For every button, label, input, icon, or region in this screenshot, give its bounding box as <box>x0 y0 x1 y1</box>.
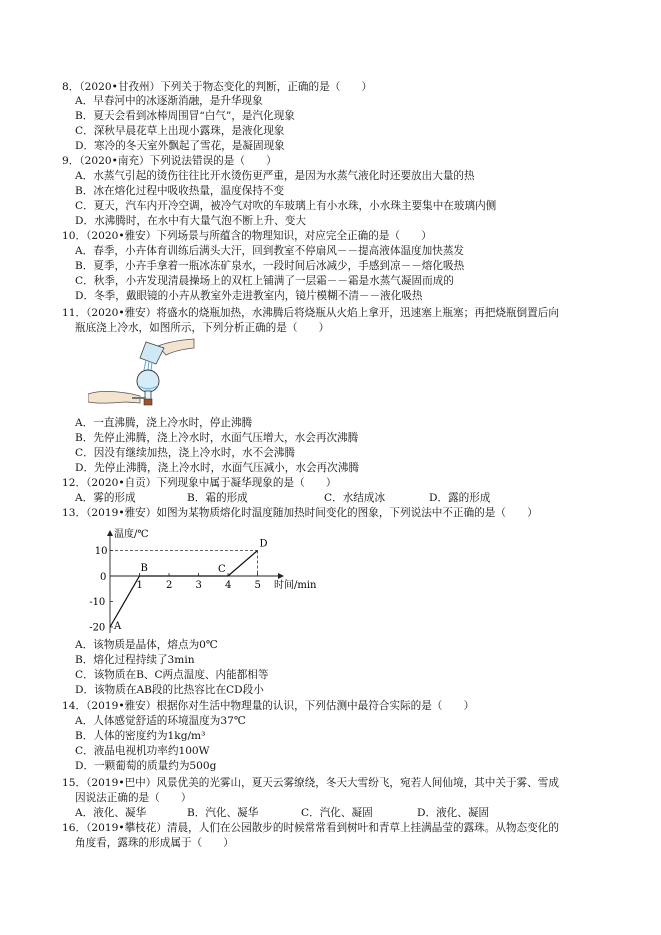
origin-label: 0 <box>100 572 107 583</box>
q9-option-b: B．冰在熔化过程中吸收热量，温度保持不变 <box>75 185 285 197</box>
q11-option-a: A．一直沸腾，浇上冷水时，停止沸腾 <box>75 417 253 429</box>
q12-options-row <box>75 492 490 505</box>
melting-chart <box>78 524 338 636</box>
x-axis-label: 时间/min <box>274 580 317 591</box>
q11-option-c: C．因没有继续加热，浇上冷水时，水不会沸腾 <box>75 447 295 459</box>
q13-option-a: A．该物质是晶体，熔点为0℃ <box>75 639 218 651</box>
stopper <box>144 399 152 405</box>
x-tick-label: 1 <box>136 580 143 591</box>
q16-stem-line1: 16．（2019•攀枝花）清晨，人们在公园散步的时候常常看到树叶和青草上挂满晶莹的露珠。从物态变化的 <box>62 822 559 834</box>
point-label: C <box>218 564 226 575</box>
q13-stem: 13．（2019•雅安）如图为某物质熔化时温度随加热时间变化的图象，下列说法中不正确的是（ ） <box>62 507 538 519</box>
x-tick-label: 4 <box>225 580 232 591</box>
q10-stem: 10．（2020•雅安）下列场景与所蕴含的物理知识，对应完全正确的是（ ） <box>62 230 432 242</box>
q14-stem: 14．（2019•雅安）根据你对生活中物理量的认识，下列估测中最符合实际的是（ ） <box>62 700 475 712</box>
y-axis-label: 温度/℃ <box>114 529 149 540</box>
flask-figure <box>88 336 198 414</box>
y-tick-label: -20 <box>89 622 106 634</box>
q15-option-b: B．汽化、凝华 <box>187 807 259 819</box>
y-axis-arrow <box>107 530 113 536</box>
q8-option-b: B．夏天会看到冰棒周围冒“白气”，是汽化现象 <box>75 110 295 122</box>
q9-option-c: C．夏天，汽车内开冷空调，被冷气对吹的车玻璃上有小水珠，小水珠主要集中在玻璃内侧 <box>75 200 497 212</box>
q14-option-d: D．一颗葡萄的质量约为500g <box>75 760 217 772</box>
point-label: D <box>259 538 268 550</box>
q15-option-d: D．液化、凝固 <box>417 807 490 819</box>
point-label: A <box>114 621 122 632</box>
x-axis-arrow <box>278 573 284 579</box>
y-tick-label: -10 <box>89 597 106 608</box>
q11-option-d: D．先停止沸腾，浇上冷水时，水面气压减小，水会再次沸腾 <box>75 462 359 474</box>
x-tick-label: 2 <box>166 580 173 591</box>
q10-option-c: C．秋季，小卉发现清晨操场上的双杠上铺满了一层霜－－霜是水蒸气凝固而成的 <box>75 275 454 287</box>
q16-stem-line2: 角度看，露珠的形成属于（ ） <box>75 837 234 849</box>
q13-option-c: C．该物质在B、C两点温度、内能都相等 <box>75 669 269 681</box>
q10-option-d: D．冬季，戴眼镜的小卉从教室外走进教室内，镜片模糊不清－－液化吸热 <box>75 290 423 302</box>
q15-option-c: C．汽化、凝固 <box>301 807 373 819</box>
q14-option-c: C．液晶电视机功率约100W <box>75 745 210 757</box>
top-hand <box>158 339 194 355</box>
q8-stem: 8．（2020•甘孜州）下列关于物态变化的判断，正确的是（ ） <box>62 81 373 93</box>
q13-option-d: D．该物质在AB段的比热容比在CD段小 <box>75 684 264 696</box>
q12-option-b: B．霜的形成 <box>187 492 248 504</box>
q12-stem: 12．（2020•自贡）下列现象中属于凝华现象的是（ ） <box>62 477 337 489</box>
point-label: B <box>140 563 148 574</box>
q11-stem-line2: 瓶底浇上冷水，如图所示，下列分析正确的是（ ） <box>75 322 330 334</box>
q11-stem-line1: 11．（2020•雅安）将盛水的烧瓶加热，水沸腾后将烧瓶从火焰上拿开，迅速塞上瓶塞；再把烧瓶倒置后向 <box>62 307 559 319</box>
q9-option-a: A．水蒸气引起的烫伤往往比开水烫伤更严重，是因为水蒸气液化时还要放出大量的热 <box>75 170 475 182</box>
q12-option-d: D．露的形成 <box>429 492 491 504</box>
series-line <box>110 551 258 628</box>
q12-option-c: C．水结成冰 <box>324 492 386 504</box>
q15-option-a: A．液化、凝华 <box>75 807 147 819</box>
q8-option-c: C．深秋早晨花草上出现小露珠，是液化现象 <box>75 125 285 137</box>
x-tick-label: 3 <box>195 580 202 591</box>
q11-option-b: B．先停止沸腾，浇上冷水时，水面气压增大，水会再次沸腾 <box>75 432 359 444</box>
q15-options-row <box>75 807 489 820</box>
q10-option-b: B．夏季，小卉手拿着一瓶冰冻矿泉水，一段时间后冰减少，手感到凉－－熔化吸热 <box>75 260 465 272</box>
q14-option-b: B．人体的密度约为1kg/m³ <box>75 730 206 742</box>
q8-option-d: D．寒冷的冬天室外飘起了雪花，是凝固现象 <box>75 140 285 152</box>
q12-option-a: A．雾的形成 <box>75 492 136 504</box>
q9-option-d: D．水沸腾时，在水中有大量气泡不断上升、变大 <box>75 215 306 227</box>
q9-stem: 9．（2020•南充）下列说法错误的是（ ） <box>62 155 277 167</box>
q10-option-a: A．春季，小卉体育训练后满头大汗，回到教室不停扇风－－提高液体温度加快蒸发 <box>75 245 465 257</box>
q15-stem-line2: 因说法正确的是（ ） <box>75 792 192 804</box>
y-tick-label: 10 <box>94 546 108 557</box>
q8-option-a: A．早春河中的冰逐渐消融，是升华现象 <box>75 95 263 107</box>
q14-option-a: A．人体感觉舒适的环境温度为37℃ <box>75 715 246 727</box>
q15-stem-line1: 15．（2019•巴中）风景优美的光雾山，夏天云雾缭绕，冬天大雪纷飞，宛若人间仙境，其中关于雾、雪成 <box>62 777 559 789</box>
x-tick-label: 5 <box>254 580 261 591</box>
q13-option-b: B．熔化过程持续了3min <box>75 654 195 666</box>
